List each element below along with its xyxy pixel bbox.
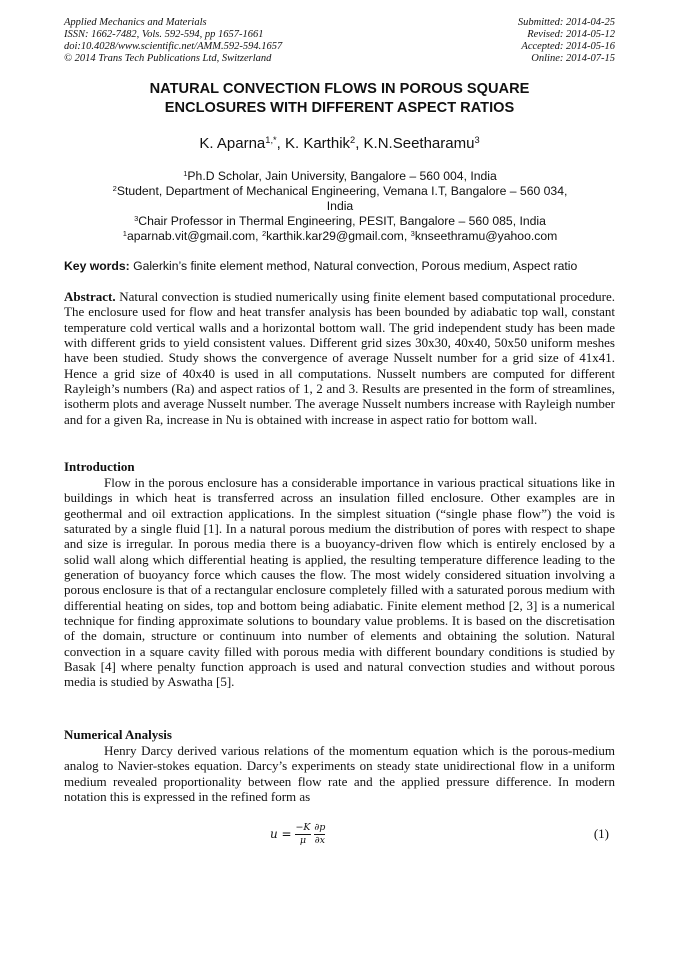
affiliation-sup: 1 xyxy=(183,168,188,178)
title-line-1: NATURAL CONVECTION FLOWS IN POROUS SQUARE xyxy=(149,81,530,97)
doi-line: doi:10.4028/www.scientific.net/AMM.592-594.1657 xyxy=(64,41,283,52)
author-name: K. Aparna xyxy=(199,135,266,152)
email-link[interactable]: karthik.kar29@gmail.com xyxy=(266,229,404,243)
introduction-heading: Introduction xyxy=(64,459,135,474)
affiliation-sup: 3 xyxy=(134,213,139,223)
fraction-numerator: −K xyxy=(295,822,311,833)
author-sup: 3 xyxy=(474,134,480,145)
affiliations xyxy=(110,169,570,244)
paper-title xyxy=(64,80,615,118)
introduction-text: Flow in the porous enclosure has a considerable importance in various practical situations like in buildings in which heat is transferred across an insulation filled enclosure. Other examples are in geothermal and oil extraction applications. In the simplest situation (“single phase flow”) the void is saturated by a single fluid [1]. In a natural porous medium the distribution of pores with respect to shape and size is irregular. In porous media there is a buoyancy-driven flow which is entirely enclosed by a solid wall along which differential heating is applied, the resulting temperature difference leading to the generation of buoyancy force which causes the flow. The most widely considered situation involving a porous enclosure is that of a rectangular enclosure completely filled with a saturated porous medium with differential heating on sides, top and bottom being adiabatic. Finite element method [2, 3] is a numerical technique for finding approximate solutions to boundary value problems. It is based on the discretisation of the domain, structure or continuum into number of elements and obtaining the solution. Natural convection in a square cavity filled with porous media with different boundary conditions is studied by Basak [4] where penalty function approach is used and natural convection studies and without porous media is studied by Aswatha [5]. xyxy=(64,475,615,690)
journal-name: Applied Mechanics and Materials xyxy=(64,17,207,28)
numerical-analysis-text: Henry Darcy derived various relations of the momentum equation which is the porous-medium analog to Navier-stokes equation. Darcy’s experiments on steady state unidirectional flow in a uniform medium revealed proportionality between flow rate and the applied pressure difference. In modern notation this is expressed in the refined form as xyxy=(64,743,615,805)
issn-line: ISSN: 1662-7482, Vols. 592-594, pp 1657-1661 xyxy=(64,29,264,40)
copyright-line: © 2014 Trans Tech Publications Ltd, Switzerland xyxy=(64,53,272,64)
author-list: K. Aparna$^{1,*}$, K. Karthik$^2$, K.N.Seetharamu$^3$ xyxy=(199,134,480,152)
email-sup: 3 xyxy=(410,228,415,238)
submission-dates xyxy=(518,17,615,65)
author-sup: 2 xyxy=(350,134,356,145)
keywords-label: Key words: xyxy=(64,259,130,273)
keywords-text: Galerkin’s finite element method, Natural convection, Porous medium, Aspect ratio xyxy=(133,259,578,273)
affiliation-text: Ph.D Scholar, Jain University, Bangalore – 560 004, India xyxy=(187,169,497,183)
numerical-analysis-heading: Numerical Analysis xyxy=(64,727,172,742)
abstract-label: Abstract. xyxy=(64,289,116,304)
email-sup: 1 xyxy=(122,228,127,238)
equation-lhs: u = xyxy=(270,827,292,841)
email-link[interactable]: knseethramu@yahoo.com xyxy=(414,229,558,243)
fraction-denominator: ∂x xyxy=(314,835,325,846)
fraction-dp-dx xyxy=(314,822,325,847)
affiliation-2 xyxy=(110,184,570,214)
affiliation-text: Chair Professor in Thermal Engineering, PESIT, Bangalore – 560 085, India xyxy=(138,214,546,228)
journal-header xyxy=(64,17,615,69)
submitted-date: Submitted: 2014-04-25 xyxy=(517,17,615,28)
online-date: Online: 2014-07-15 xyxy=(531,53,615,64)
equation-1 xyxy=(270,822,325,847)
abstract-text: Natural convection is studied numerically using finite element based computational procedure. The enclosure used for flow and heat transfer analysis has been bounded by adiabatic top wall, constant temperature cold vertical walls and a horizontal bottom wall. The grid independent study has been made with different grids to yield consistent values. Different grid sizes 30x30, 40x40, 50x50 uniform meshes have been studied. Study shows the convergence of average Nusselt number for a grid size of 41x41. Hence a grid size of 40x40 is used in all computations. Nusselt numbers are computed for different Rayleigh’s numbers (Ra) and aspect ratios of 1, 2 and 3. Results are presented in the form of streamlines, isotherm plots and average Nusselt number. The average Nusselt numbers increase with Rayleigh number and for a given Ra, increase in Nu is obtained with increase in aspect ratio for bottom wall. xyxy=(64,289,616,427)
author-name: K. Karthik xyxy=(285,135,351,152)
email-link[interactable]: aparnab.vit@gmail.com xyxy=(126,229,256,243)
fraction-numerator: ∂p xyxy=(314,822,326,833)
author-sup: 1,* xyxy=(265,134,277,145)
author-name: K.N.Seetharamu xyxy=(363,135,475,152)
accepted-date: Accepted: 2014-05-16 xyxy=(521,41,615,52)
revised-date: Revised: 2014-05-12 xyxy=(527,29,615,40)
affiliation-3 xyxy=(110,214,570,229)
title-line-2: ENCLOSURES WITH DIFFERENT ASPECT RATIOS xyxy=(164,100,515,116)
journal-info xyxy=(64,17,282,65)
fraction-k-mu xyxy=(295,822,310,847)
equation-number: (1) xyxy=(593,826,609,841)
affiliation-text: Student, Department of Mechanical Engineering, Vemana I.T, Bangalore – 560 034, India xyxy=(116,184,568,213)
email-list: $^1$aparnab.vit@gmail.com, $^2$karthik.kar29@gmail.com, $^3$knseethramu@yahoo.com xyxy=(122,228,558,243)
keywords xyxy=(64,259,615,273)
affiliation-1 xyxy=(110,169,570,184)
email-sup: 2 xyxy=(261,228,267,238)
affiliation-sup: 2 xyxy=(112,183,117,193)
fraction-denominator: μ xyxy=(299,835,307,846)
abstract xyxy=(64,289,615,427)
